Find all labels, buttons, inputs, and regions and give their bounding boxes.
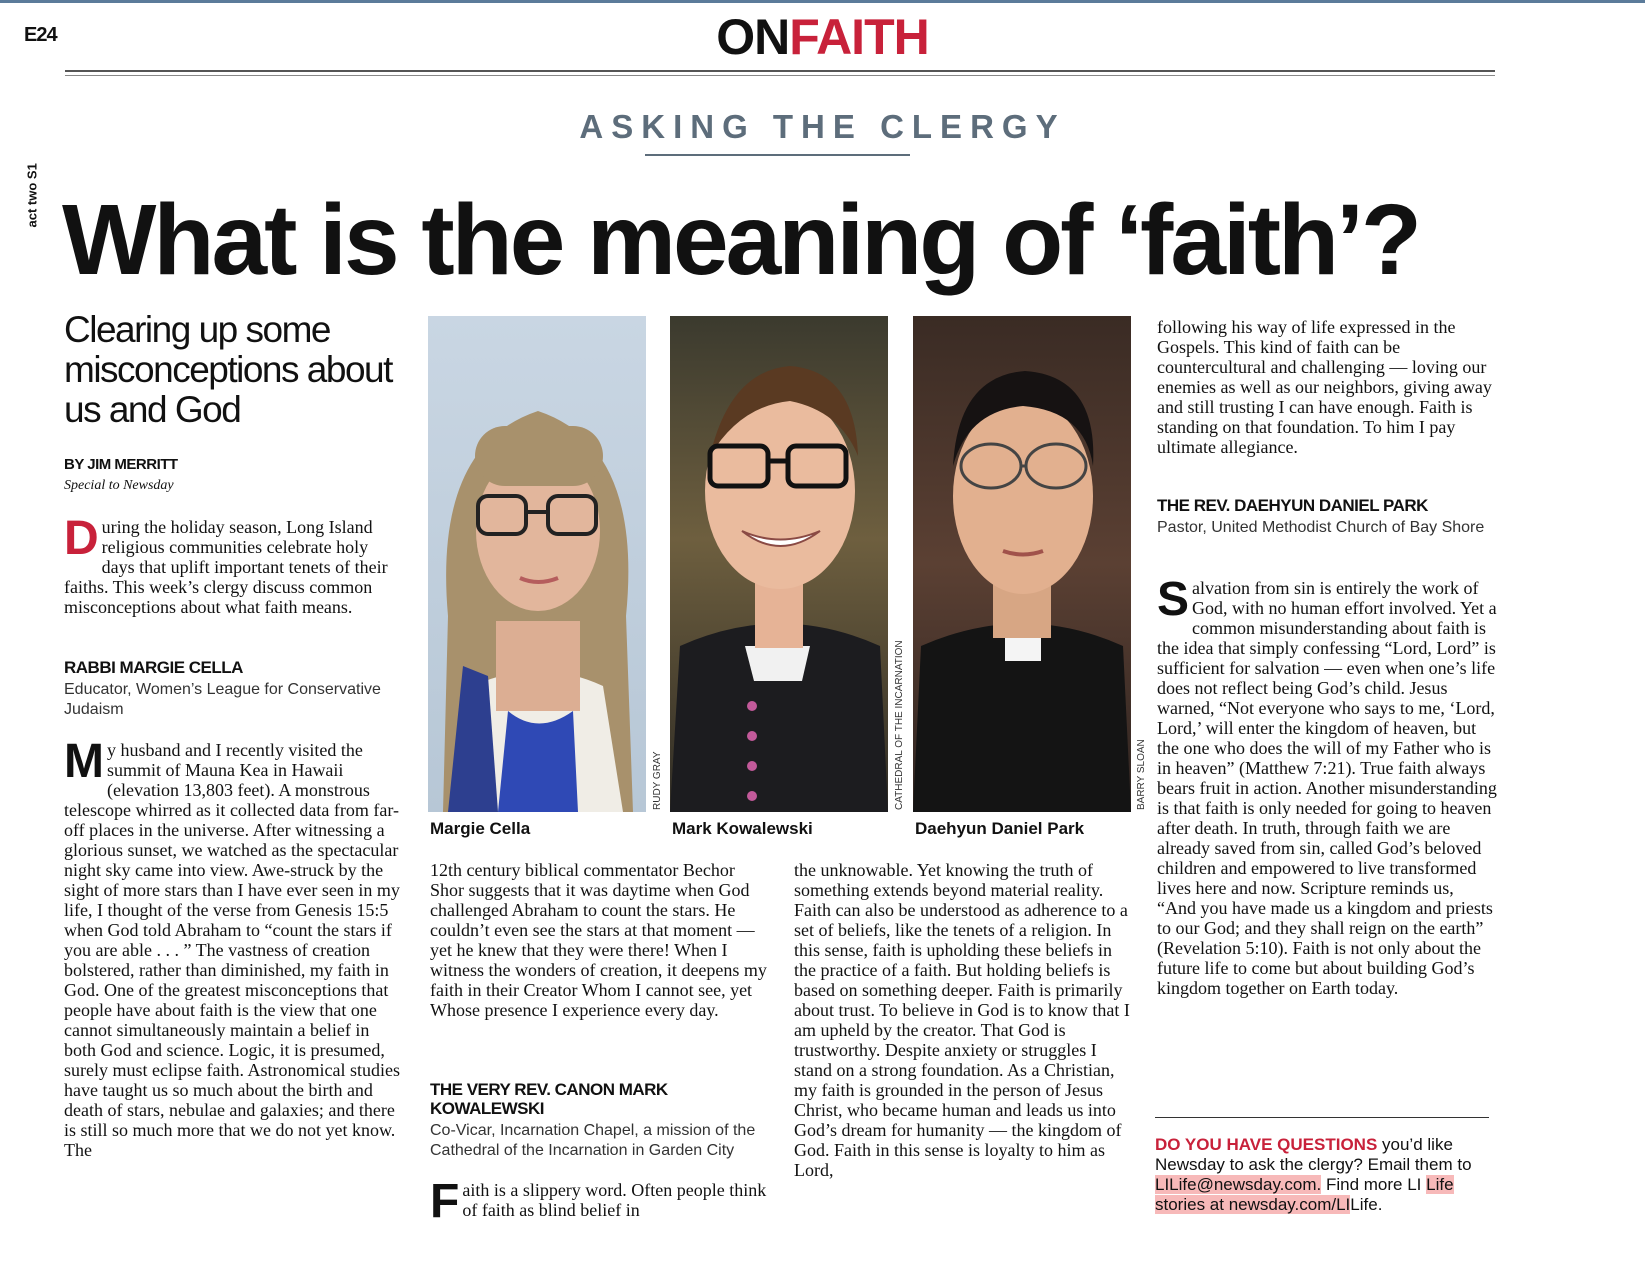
- promo-email-link[interactable]: LILife@newsday.com.: [1155, 1175, 1322, 1194]
- header-rule: [65, 70, 1495, 72]
- promo-text-1: you’d like Newsday to ask the clergy? Email them to: [1155, 1135, 1472, 1174]
- promo-site-link[interactable]: Life stories at newsday.com/LI: [1155, 1175, 1454, 1214]
- caption-cella: Margie Cella: [430, 819, 531, 838]
- top-border: [0, 0, 1645, 3]
- cella-continued: 12th century biblical commentator Bechor Shor suggests that it was daytime when God challenged Abraham to count the stars. He couldn’t even see the stars at that moment — yet he knew that they were there! When I witness the wonders of creation, it deepens my faith in their Creator Whom I cannot see, yet Whose presence I experience every day.: [430, 860, 767, 1020]
- section-flag-faith: FAITH: [789, 9, 929, 65]
- promo-box: [1155, 1135, 1495, 1215]
- byline: BY JIM MERRITT: [64, 456, 178, 473]
- kowalewski-text: aith is a slippery word. Often people think of faith as blind belief in: [462, 1180, 767, 1220]
- portrait-park: [913, 316, 1131, 812]
- kowalewski-answer: [430, 1175, 772, 1228]
- photo-daehyun-daniel-park: [913, 316, 1131, 812]
- kowalewski-drop-cap: F: [430, 1175, 460, 1228]
- kicker-rule: [645, 154, 910, 156]
- kowalewski-continued: the unknowable. Yet knowing the truth of something extends beyond material reality. Faith can also be understood as adherence to a set of beliefs, like the tenets of a religion. In this sense, faith is upholding these beliefs in the practice of a faith. But holding beliefs is based on something deeper. Faith is primarily about trust. To believe in God is to know that I am upheld by the creator. That God is trustworthy. Despite anxiety or struggles I stand on a strong foundation. As a Christian, my faith is grounded in the person of Jesus Christ, who became human and leads us into God’s dream for humanity — the kingdom of God. Faith in this sense is loyalty to him as Lord,: [794, 860, 1130, 1180]
- cella-answer: [64, 735, 402, 1160]
- promo-lead: DO YOU HAVE QUESTIONS: [1155, 1135, 1378, 1154]
- credit-cella: RUDY GRAY: [652, 751, 663, 810]
- side-label-text: act two S1: [24, 163, 40, 228]
- park-name: THE REV. DAEHYUN DANIEL PARK: [1157, 496, 1428, 515]
- caption-kowalewski: Mark Kowalewski: [672, 819, 813, 838]
- cella-title: Educator, Women’s League for Conservative Judaism: [64, 681, 381, 718]
- promo-text-3: Life.: [1350, 1195, 1383, 1214]
- park-drop-cap: S: [1157, 573, 1190, 626]
- intro-text: uring the holiday season, Long Island religious communities celebrate holy days that uplift important tenets of their faiths. This week’s clergy discuss common misconceptions about what faith means.: [64, 517, 388, 617]
- caption-park: Daehyun Daniel Park: [915, 819, 1085, 838]
- deck: Clearing up some misconceptions about us and God: [64, 309, 392, 430]
- section-flag: [0, 8, 1645, 66]
- park-title: Pastor, United Methodist Church of Bay Shore: [1157, 519, 1485, 536]
- side-label: [22, 150, 42, 230]
- cella-text: y husband and I recently visited the summit of Mauna Kea in Hawaii (elevation 13,803 feet). A monstrous telescope whirred as it collected data from far-off places in the universe. After witnessing a glorious sunset, we watched as the spectacular night sky came into view. Awe-struck by the sight of more stars than I have ever seen in my life, I thought of the verse from Genesis 15:5 when God told Abraham to “count the stars if you are able . . . ” The vastness of creation bolstered, rather than diminished, my faith in God. One of the greatest misconceptions that people have about faith is the view that one cannot simultaneously maintain a belief in both God and science. Logic, it is presumed, surely must eclipse faith. Astronomical studies have taught us so much about the birth and death of stars, nebulae and galaxies; and there is still so much more that we do not yet know. The: [64, 740, 400, 1160]
- kowalewski-name: THE VERY REV. CANON MARK KOWALEWSKI: [430, 1080, 668, 1118]
- credit-kowalewski: CATHEDRAL OF THE INCARNATION: [894, 640, 905, 810]
- header-rule-thin: [65, 75, 1495, 76]
- kowalewski-title: Co-Vicar, Incarnation Chapel, a mission of the Cathedral of the Incarnation in Garden City: [430, 1122, 756, 1159]
- intro-paragraph: [64, 512, 402, 617]
- byline-special: Special to Newsday: [64, 478, 174, 493]
- promo-text-2: Find more LI: [1321, 1175, 1427, 1194]
- photo-mark-kowalewski: [670, 316, 888, 812]
- park-answer: [1157, 573, 1497, 998]
- section-flag-on: ON: [716, 9, 790, 65]
- portrait-kowalewski: [670, 316, 888, 812]
- cella-name: RABBI MARGIE CELLA: [64, 658, 243, 677]
- kowalewski-continued-2: following his way of life expressed in the Gospels. This kind of faith can be countercultural and challenging — loving our enemies as well as our neighbors, giving away and still trusting I can have enough. Faith is standing on that foundation. To him I pay ultimate allegiance.: [1157, 317, 1492, 457]
- cella-drop-cap: M: [64, 735, 104, 788]
- page-number: E24: [24, 24, 57, 46]
- kicker: ASKING THE CLERGY: [579, 108, 1066, 145]
- promo-rule: [1155, 1117, 1489, 1118]
- portrait-cella: [428, 316, 646, 812]
- credit-park: BARRY SLOAN: [1136, 739, 1147, 810]
- photo-margie-cella: [428, 316, 646, 812]
- headline: What is the meaning of ‘faith’?: [62, 184, 1419, 296]
- intro-drop-cap: D: [64, 512, 99, 565]
- park-text: alvation from sin is entirely the work of God, with no human effort involved. Yet a common misunderstanding about faith is the idea that simply confessing “Lord, Lord” is sufficient for salvation — even when one’s life does not reflect being God’s child. Jesus warned, “Not everyone who says to me, ‘Lord, Lord,’ will enter the kingdom of heaven, but the one who does the will of my Father who is in heaven” (Matthew 7:21). True faith always bears fruit in action. Another misunderstanding is that faith is only needed for going to heaven after death. In truth, through faith we are already saved from sin, called God’s beloved children and empowered to live transformed lives here and now. Scripture reminds us, “And you have made us a kingdom and priests to our God; and they shall reign on the earth” (Revelation 5:10). Faith is not only about the future life to come but about building God’s kingdom together on Earth today.: [1157, 578, 1497, 998]
